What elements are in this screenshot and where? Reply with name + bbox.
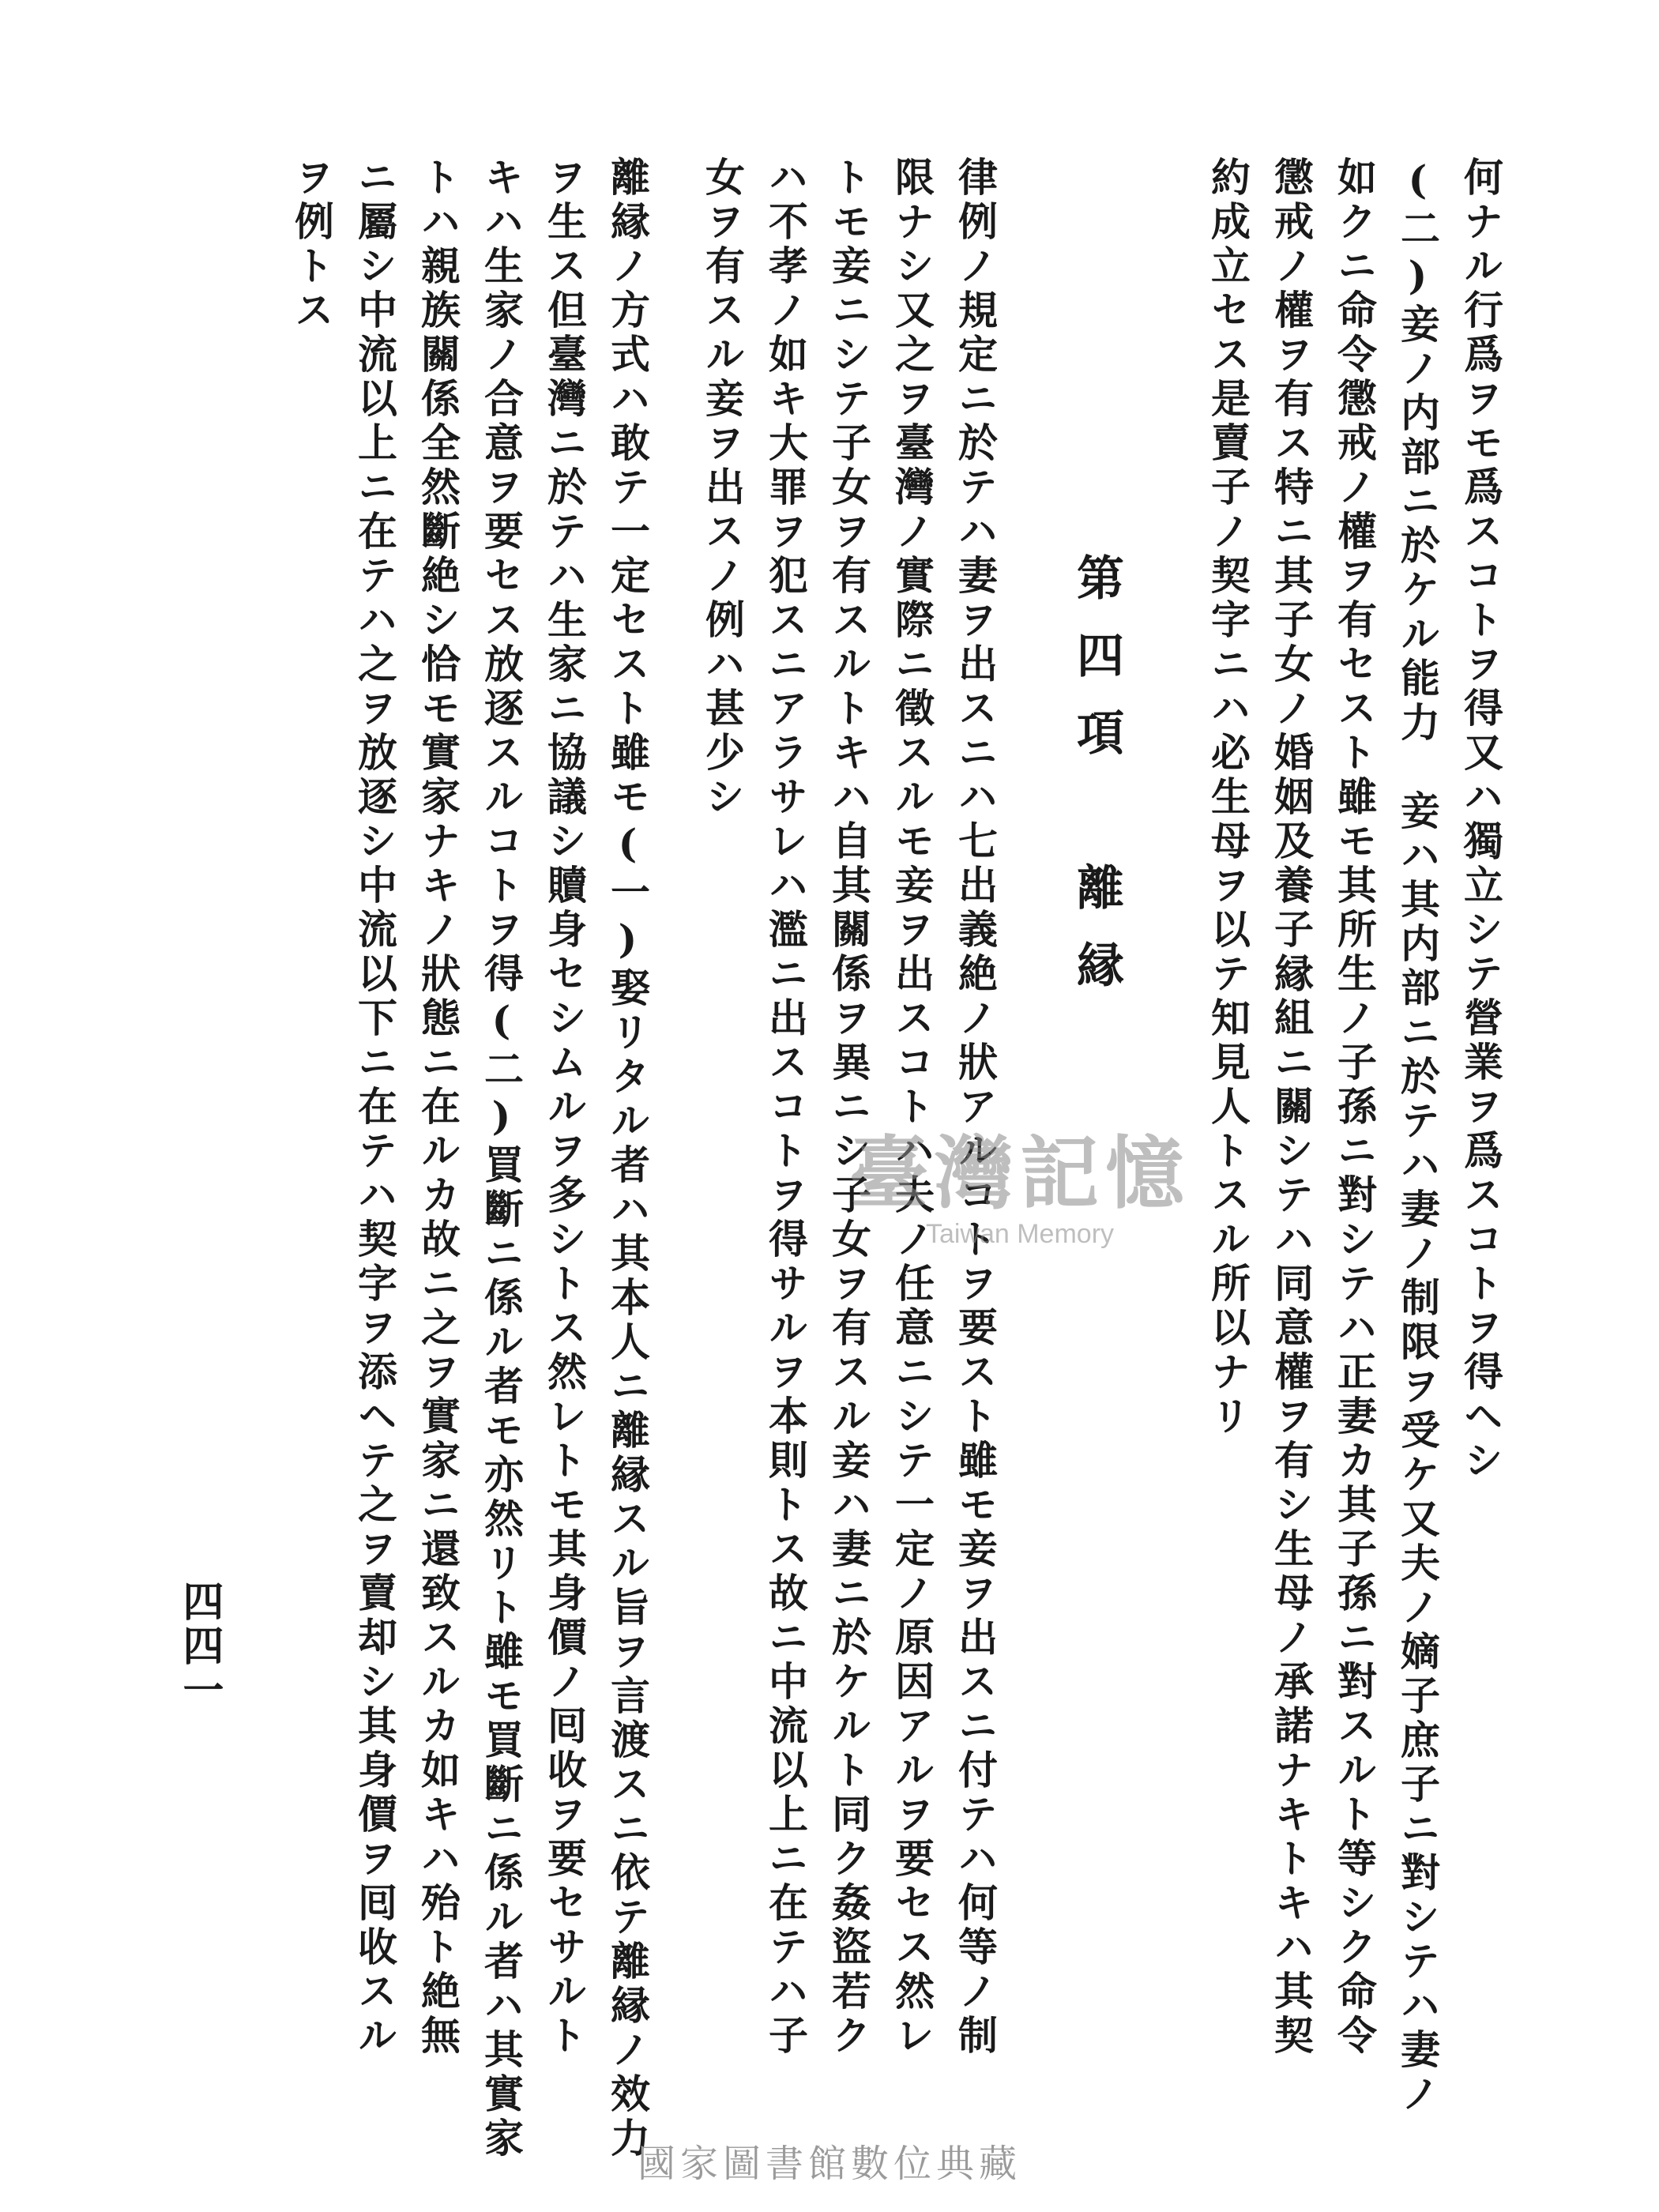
text-column-13: キハ生家ノ合意ヲ要セス放逐スルコトヲ得(二)買斷ニ係ル者モ亦然リト雖モ買斷ニ係ル者ハ其實家 (478, 156, 525, 2161)
section-heading: 第四項 離縁 (1069, 553, 1124, 1018)
footer-credit: 國家圖書館數位典藏 (637, 2142, 1021, 2186)
text-column-9: ハ不孝ノ如キ大罪ヲ犯スニアラサレハ濫ニ出スコトヲ得サルヲ本則トス故ニ中流以上ニ在テハ子 (762, 156, 809, 2059)
text-column-3: 如クニ命令懲戒ノ權ヲ有セスト雖モ其所生ノ子孫ニ對シテハ正妻カ其子孫ニ對スルト等シク命令 (1331, 156, 1378, 2059)
text-column-15: ニ屬シ中流以上ニ在テハ之ヲ放逐シ中流以下ニ在テハ契字ヲ添ヘテ之ヲ賣却シ其身價ヲ囘收スル (352, 156, 398, 2059)
text-column-7: 限ナシ又之ヲ臺灣ノ實際ニ徵スルモ妾ヲ出スコトハ夫ノ任意ニシテ一定ノ原因アルヲ要セス然レ (889, 156, 935, 2059)
text-column-14: トハ親族關係全然斷絶シ恰モ實家ナキノ狀態ニ在ルカ故ニ之ヲ實家ニ還致スルカ如キハ殆ト絶無 (415, 156, 461, 2059)
text-column-11: 離縁ノ方式ハ敢テ一定セスト雖モ(一)娶リタル者ハ其本人ニ離縁スル旨ヲ言渡スニ依テ離縁ノ效力 (604, 156, 651, 2161)
watermark-chinese: 臺灣記憶 (849, 1127, 1191, 1220)
watermark-english: Taiwan Memory (925, 1219, 1115, 1249)
text-column-4: 懲戒ノ權ヲ有ス特ニ其子女ノ婚姻及養子縁組ニ關シテハ同意權ヲ有シ生母ノ承諾ナキトキハ其契 (1268, 156, 1315, 2059)
text-column-6: 律例ノ規定ニ於テハ妻ヲ出スニハ七出義絶ノ狀アルコトヲ要スト雖モ妾ヲ出スニ付テハ何等ノ制 (952, 156, 999, 2059)
text-column-10: 女ヲ有スル妾ヲ出スノ例ハ甚少シ (699, 156, 746, 820)
text-column-1: 何ナル行爲ヲモ爲スコトヲ得又ハ獨立シテ營業ヲ爲スコトヲ得ヘシ (1458, 156, 1504, 1484)
text-column-12: ヲ生ス但臺灣ニ於テハ生家ニ協議シ贖身セシムルヲ多シトス然レトモ其身價ノ囘收ヲ要セサルト (541, 156, 588, 2059)
text-column-8: トモ妾ニシテ子女ヲ有スルトキハ自其關係ヲ異ニシ子女ヲ有スル妾ハ妻ニ於ケルト同ク姦盜若ク (826, 156, 872, 2059)
text-column-2: (二)妾ノ内部ニ於ケル能力 妾ハ其内部ニ於テハ妻ノ制限ヲ受ケ又夫ノ嫡子庶子ニ對シテハ妻ノ (1394, 156, 1441, 2117)
text-column-16: ヲ例トス (288, 156, 335, 333)
page-number: 四四一 (175, 1580, 224, 1713)
text-column-5: 約成立セス是賣子ノ契字ニハ必生母ヲ以テ知見人トスル所以ナリ (1205, 156, 1251, 1439)
